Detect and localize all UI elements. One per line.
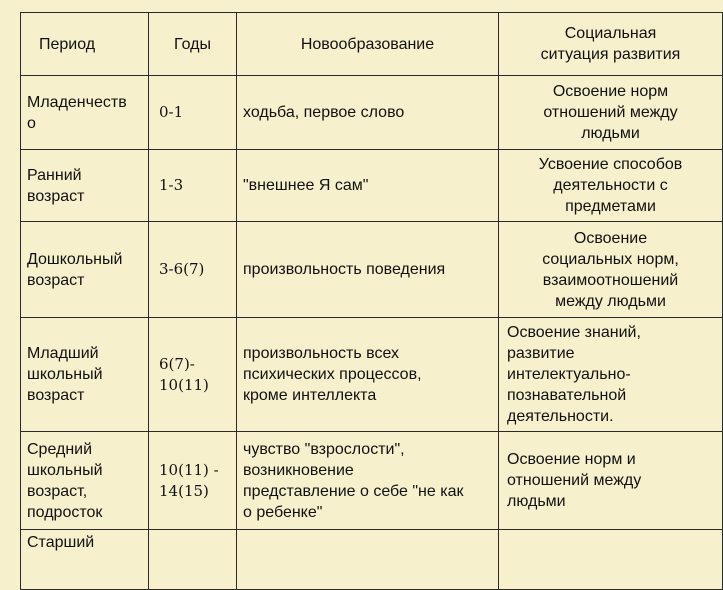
table-row — [21, 76, 723, 150]
cell-social-situation: Освоение норм отношений между людьми — [499, 76, 723, 150]
header-social-situation: Социальная ситуация развития — [499, 13, 723, 76]
header-years: Годы — [149, 13, 237, 76]
cell-years: 6(7)- 10(11) — [149, 318, 237, 432]
cell-social-situation: Усвоение способов деятельности с предметами — [499, 150, 723, 222]
table-row — [21, 432, 723, 530]
cell-years: 0-1 — [149, 76, 237, 150]
cell-years: 1-3 — [149, 150, 237, 222]
cell-social-situation: Освоение социальных норм, взаимоотношений между людьми — [499, 222, 723, 318]
table-row — [21, 318, 723, 432]
table-row — [21, 150, 723, 222]
table-row — [21, 530, 723, 590]
cell-neoformation: "внешнее Я сам" — [237, 150, 499, 222]
cell-period: Старший — [21, 530, 149, 590]
header-neoformation: Новообразование — [237, 13, 499, 76]
table-row — [21, 222, 723, 318]
cell-neoformation — [237, 530, 499, 590]
cell-period: Ранний возраст — [21, 150, 149, 222]
cell-social-situation: Освоение норм и отношений между людьми — [499, 432, 723, 530]
cell-social-situation: Освоение знаний, развитие интелектуально- познавательной деятельности. — [499, 318, 723, 432]
cell-social-situation — [499, 530, 723, 590]
cell-period: Младший школьный возраст — [21, 318, 149, 432]
cell-period: Младенчеств о — [21, 76, 149, 150]
cell-years: 3-6(7) — [149, 222, 237, 318]
table-header-row — [21, 13, 723, 76]
age-periods-table — [20, 12, 723, 590]
cell-years: 10(11) - 14(15) — [149, 432, 237, 530]
cell-neoformation: произвольность поведения — [237, 222, 499, 318]
cell-years — [149, 530, 237, 590]
cell-period: Средний школьный возраст, подросток — [21, 432, 149, 530]
cell-neoformation: ходьба, первое слово — [237, 76, 499, 150]
cell-neoformation: чувство "взрослости", возникновение представление о себе "не как о ребенке" — [237, 432, 499, 530]
cell-neoformation: произвольность всех психических процессов, кроме интеллекта — [237, 318, 499, 432]
header-period: Период — [21, 13, 149, 76]
cell-period: Дошкольный возраст — [21, 222, 149, 318]
